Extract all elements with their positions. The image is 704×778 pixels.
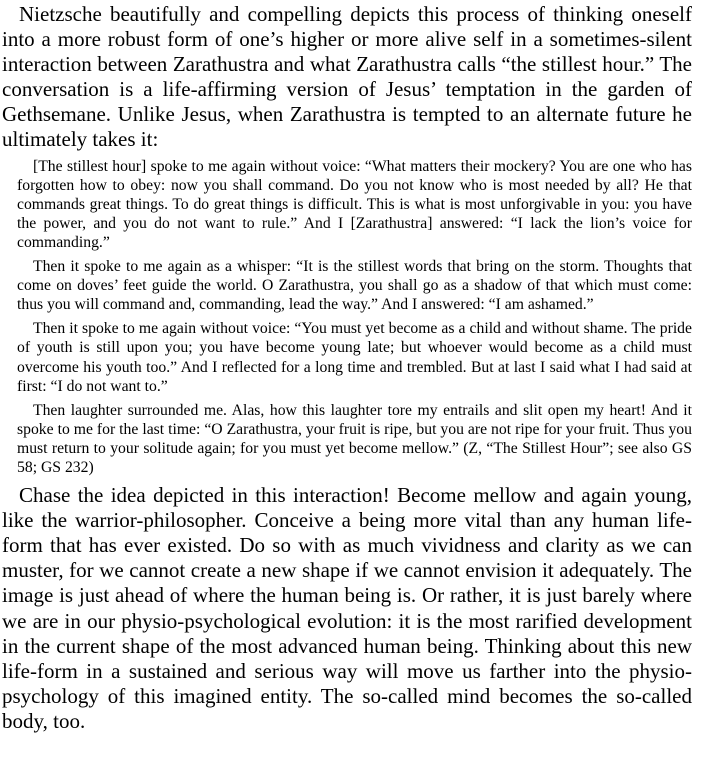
document-page	[2, 2, 692, 734]
quote-paragraph: [The stillest hour] spoke to me again without voice: “What matters their mockery? You are one who has forgotten how to obey: now you shall command. Do you not know who is most needed by all? He that commands great things. To do great things is difficult. This is what is most unforgivable in you: you have the power, and you do not want to rule.” And I [Zarathustra] answered: “I lack the lion’s voice for commanding.”	[17, 157, 692, 251]
quote-paragraph: Then laughter surrounded me. Alas, how this laughter tore my entrails and slit open my heart! And it spoke to me for the last time: “O Zarathustra, your fruit is ripe, but you are not ripe for your fruit. Thus you must return to your solitude again; for you must yet become mellow.” (Z, “The Stillest Hour”; see also GS 58; GS 232)	[17, 401, 692, 476]
closing-paragraph: Chase the idea depicted in this interaction! Become mellow and again young, like the warrior-philosopher. Conceive a being more vital than any human life-form that has ever existed. Do so with as much vividness and clarity as we can muster, for we cannot create a new shape if we cannot envision it adequately. The image is just ahead of where the human being is. Or rather, it is just barely where we are in our physio-psychological evolution: it is the most rarified development in the current shape of the most advanced human being. Thinking about this new life-form in a sustained and serious way will move us farther into the physio-psychology of this imagined entity. The so-called mind becomes the so-called body, too.	[2, 483, 692, 733]
block-quote	[2, 157, 692, 478]
quote-paragraph: Then it spoke to me again without voice: “You must yet become as a child and without shame. The pride of youth is still upon you; you have become young late; but whoever would become as a child must overcome his youth too.” And I reflected for a long time and trembled. But at last I said what I had said at first: “I do not want to.”	[17, 320, 692, 395]
quote-paragraph: Then it spoke to me again as a whisper: “It is the stillest words that bring on the storm. Thoughts that come on doves’ feet guide the world. O Zarathustra, you shall go as a shadow of that which must come: thus you will command and, commanding, lead the way.” And I answered: “I am ashamed.”	[17, 258, 692, 314]
intro-paragraph: Nietzsche beautifully and compelling depicts this process of thinking oneself into a more robust form of one’s higher or more alive self in a sometimes-silent interaction between Zarathustra and what Zarathustra calls “the stillest hour.” The conversation is a life-affirming version of Jesus’ temptation in the garden of Gethsemane. Unlike Jesus, when Zarathustra is tempted to an alternate future he ultimately takes it:	[2, 2, 692, 152]
